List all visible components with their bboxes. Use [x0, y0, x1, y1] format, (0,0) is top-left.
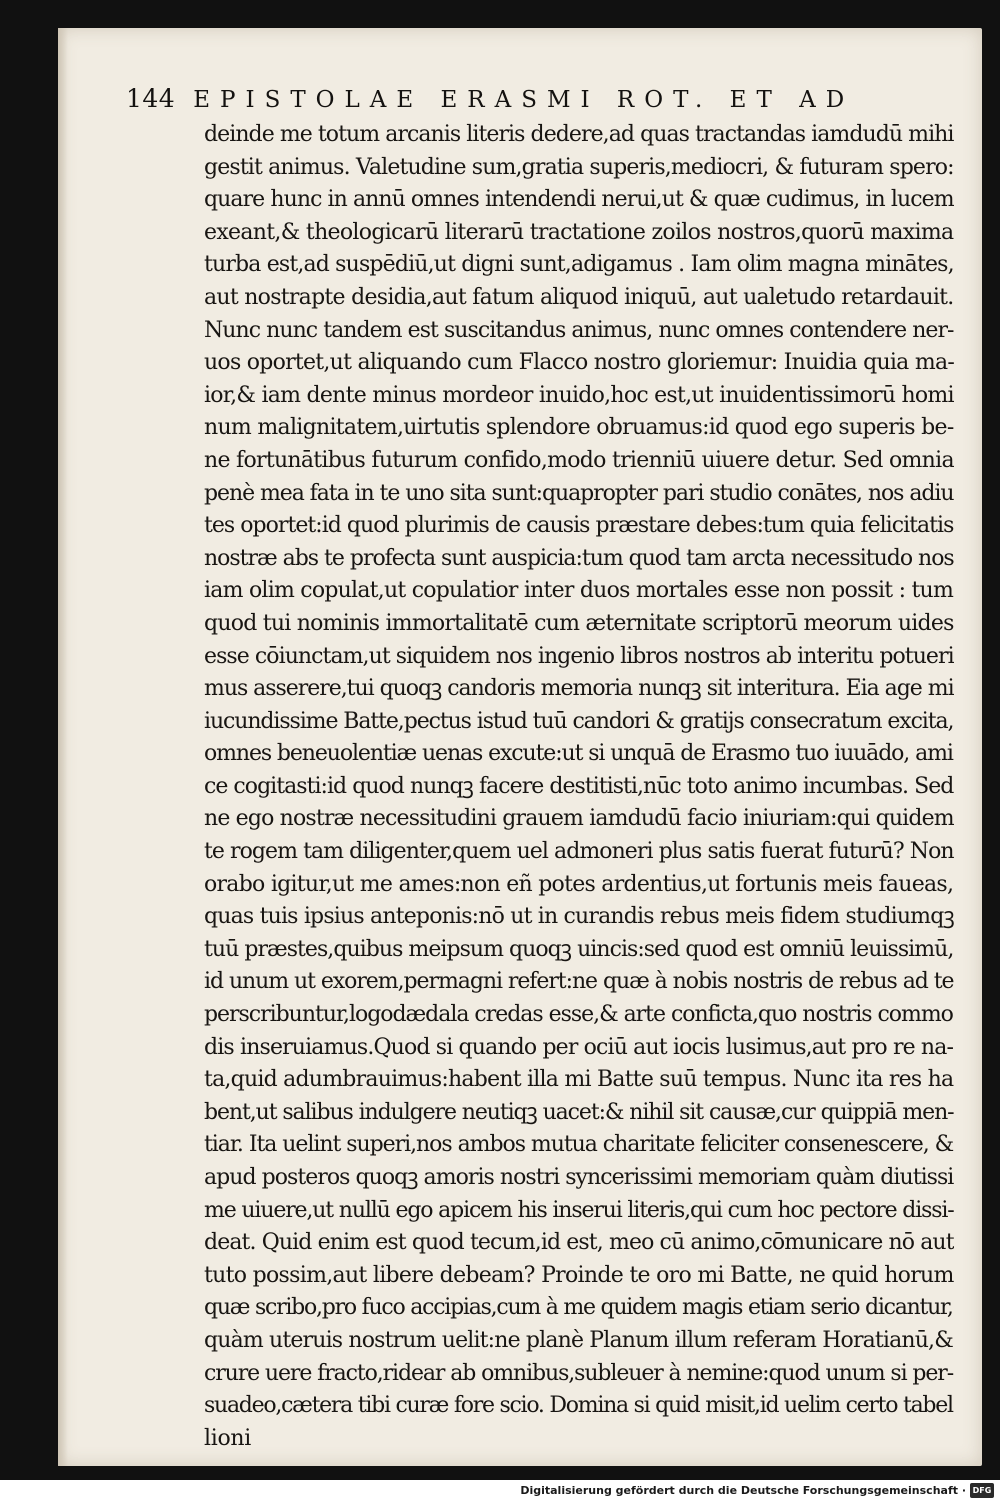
page-edge [58, 28, 68, 1466]
footer-bar [0, 1480, 1000, 1503]
text-line: tuto possim,aut libere debeam? Proinde te oro mi Batte, ne quid horum [204, 1262, 954, 1288]
text-line: ce cogitasti:id quod nunqꝫ facere destitisti,nūc toto animo incumbas. Sed [204, 773, 954, 799]
text-line: esse cōiunctam,ut siquidem nos ingenio libros nostros ab interitu potueri [204, 643, 954, 669]
text-line: omnes beneuolentiæ uenas excute:ut si unquā de Erasmo tuo iuuādo, ami [204, 741, 953, 767]
text-line: iucundissime Batte,pectus istud tuū candori & gratijs consecratum excita, [204, 708, 954, 734]
text-line: crure uere fracto,ridear ab omnibus,subleuer à nemine:quod unum si per- [204, 1360, 954, 1386]
text-body [204, 119, 954, 1451]
text-line: quæ scribo,pro fuco accipias,cum à me quidem magis etiam serio dicantur, [204, 1295, 953, 1321]
text-line: penè mea fata in te uno sita sunt:quapropter pari studio conātes, nos adiu [204, 480, 954, 506]
text-line: perscribuntur,logodædala credas esse,& arte conficta,quo nostris commo [204, 1002, 953, 1028]
text-line: iam olim copulat,ut copulatior inter duos mortales esse non possit : tum [204, 578, 954, 604]
text-line: bent,ut salibus indulgere neutiqꝫ uacet:& nihil sit causæ,cur quippiā men- [204, 1099, 954, 1125]
text-line: ne ego nostræ necessitudini grauem iamdudū facio iniuriam:qui quidem [204, 806, 954, 832]
page-number: 144 [126, 84, 176, 113]
text-line: lioni [204, 1425, 252, 1451]
text-line: num malignitatem,uirtutis splendore obruamus:id quod ego superis be- [204, 415, 954, 441]
text-line: ior,& iam dente minus mordeor inuido,hoc est,ut inuidentissimorū homi [204, 382, 954, 408]
text-line: tuū præstes,quibus meipsum quoqꝫ uincis:sed quod est omniū leuissimū, [204, 936, 954, 962]
text-line: quàm uteruis nostrum uelit:ne planè Planum illum referam Horatianū,& [204, 1327, 953, 1353]
text-line: gestit animus. Valetudine sum,gratia superis,mediocri, & futuram spero: [204, 154, 954, 180]
text-line: ta,quid adumbrauimus:habent illa mi Batte suū tempus. Nunc ita res ha [204, 1067, 954, 1093]
text-line: apud posteros quoqꝫ amoris nostri syncerissimi memoriam quàm diutissi [204, 1165, 954, 1190]
text-line: turba est,ad suspēdiū,ut digni sunt,adigamus . Iam olim magna minātes, [204, 252, 954, 278]
text-line: te rogem tam diligenter,quem uel admoneri plus satis fuerat futurū? Non [204, 839, 954, 865]
text-line: deinde me totum arcanis literis dedere,ad quas tractandas iamdudū mihi [204, 122, 954, 147]
text-line: aut nostrapte desidia,aut fatum aliquod iniquū, aut ualetudo retardauit. [204, 284, 954, 310]
running-head [126, 84, 946, 118]
text-line: suadeo,cætera tibi curæ fore scio. Domina si quid misit,id uelim certo tabel [204, 1393, 953, 1419]
text-line: id unum ut exorem,permagni refert:ne quæ à nobis nostris de rebus ad te [204, 969, 954, 995]
text-line: quas tuis ipsius anteponis:nō ut in curandis rebus meis fidem studiumqꝫ [204, 904, 954, 930]
text-line: uos oportet,ut aliquando cum Flacco nostro gloriemur: Inuidia quia ma- [204, 350, 954, 376]
text-line: tiar. Ita uelint superi,nos ambos mutua charitate feliciter consenescere, & [204, 1132, 954, 1158]
running-title: EPISTOLAE ERASMI ROT. ET AD [193, 87, 855, 113]
text-line: tes oportet:id quod plurimis de causis præstare debes:tum quia felicitatis [204, 513, 954, 539]
text-line: exeant,& theologicarū literarū tractatione zoilos nostros,quorū maxima [204, 219, 954, 245]
text-line: quod tui nominis immortalitatē cum æternitate scriptorū meorum uides [204, 610, 954, 636]
text-line: ne fortunātibus futurum confido,modo trienniū uiuere detur. Sed omnia [204, 447, 954, 473]
funding-credit: Digitalisierung gefördert durch die Deutsche Forschungsgemeinschaft · [520, 1484, 966, 1497]
text-line: Nunc nunc tandem est suscitandus animus, nunc omnes contendere ner- [204, 317, 954, 343]
text-line: nostræ abs te profecta sunt auspicia:tum quod tam arcta necessitudo nos [204, 545, 954, 571]
text-line: quare hunc in annū omnes intendendi nerui,ut & quæ cudimus, in lucem [204, 187, 954, 213]
dfg-logo: DFG [970, 1483, 994, 1498]
text-line: mus asserere,tui quoqꝫ candoris memoria nunqꝫ sit interitura. Eia age mi [204, 676, 954, 702]
text-line: dis inseruiamus.Quod si quando per ociū aut iocis lusimus,aut pro re na- [204, 1034, 954, 1060]
text-line: deat. Quid enim est quod tecum,id est, meo cū animo,cōmunicare nō aut [204, 1230, 954, 1256]
text-line: orabo igitur,ut me ames:non eñ potes ardentius,ut fortunis meis faueas, [204, 871, 954, 897]
text-line: me uiuere,ut nullū ego apicem his inserui literis,qui cum hoc pectore dissi- [204, 1197, 954, 1223]
